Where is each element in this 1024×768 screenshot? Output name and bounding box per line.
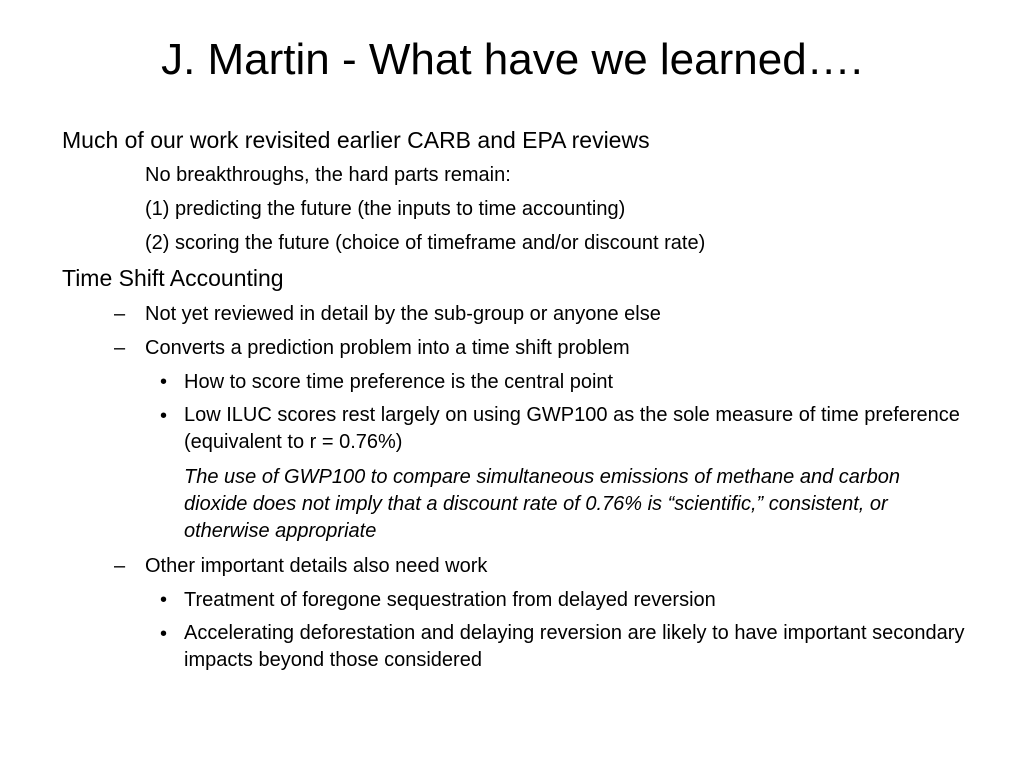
bullet-marker: • — [160, 623, 168, 645]
dash-marker: – — [114, 555, 126, 577]
bullet-marker: • — [160, 589, 168, 611]
dash-marker: – — [114, 303, 126, 325]
subitem-accelerating-deforestation: Accelerating deforestation and delaying reversion are likely to have important secondary impacts beyond those considered — [184, 622, 965, 671]
slide-title: J. Martin - What have we learned…. — [161, 35, 863, 84]
dash-marker: – — [114, 337, 126, 359]
section-heading-time-shift: Time Shift Accounting — [62, 265, 284, 291]
subitem-score-time-preference: How to score time preference is the central point — [184, 371, 614, 393]
bullet-marker: • — [160, 371, 168, 393]
note-no-breakthroughs: No breakthroughs, the hard parts remain: — [145, 164, 511, 186]
bullet-marker: • — [160, 405, 168, 427]
section-heading-carb-epa: Much of our work revisited earlier CARB and EPA reviews — [62, 127, 650, 153]
item-not-reviewed: Not yet reviewed in detail by the sub-group or anyone else — [145, 303, 661, 325]
note-gwp100-italic: The use of GWP100 to compare simultaneous emissions of methane and carbon dioxide does not imply that a discount rate of 0.76% is “scientific,” consistent, or otherwise appropriate — [184, 466, 900, 542]
item-other-details: Other important details also need work — [145, 555, 488, 577]
note-scoring-future: (2) scoring the future (choice of timeframe and/or discount rate) — [145, 232, 706, 254]
item-converts-prediction: Converts a prediction problem into a time shift problem — [145, 337, 630, 359]
subitem-low-iluc: Low ILUC scores rest largely on using GWP100 as the sole measure of time preference (equivalent to r = 0.76%) — [184, 404, 960, 453]
note-predicting-future: (1) predicting the future (the inputs to time accounting) — [145, 198, 626, 220]
subitem-foregone-sequestration: Treatment of foregone sequestration from delayed reversion — [184, 589, 716, 611]
